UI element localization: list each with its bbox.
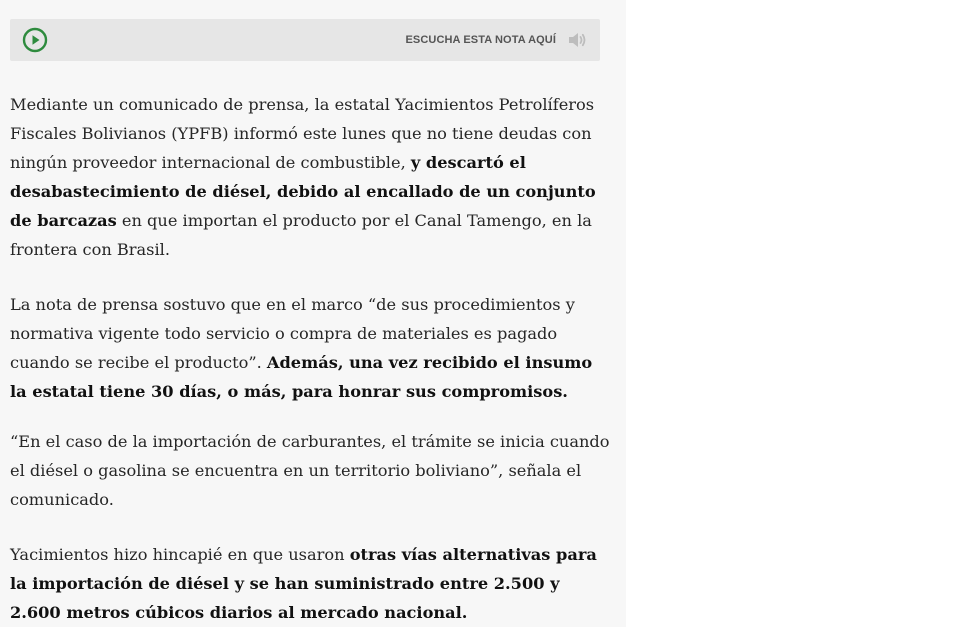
article-paragraph xyxy=(10,90,610,264)
text-run: Yacimientos hizo hincapié en que usaron xyxy=(10,545,350,564)
article-paragraph xyxy=(10,540,610,627)
listen-label[interactable]: ESCUCHA ESTA NOTA AQUÍ xyxy=(405,34,556,46)
article-paragraph xyxy=(10,290,610,406)
text-run: Mediante un comunicado de prensa, la estatal Yacimientos Petrolíferos Fiscales Bolivianos (YPFB) informó este lunes que no tiene deudas con ningún proveedor internacional de combustible, xyxy=(10,95,595,172)
play-circle-icon[interactable] xyxy=(22,27,48,53)
article-paragraph xyxy=(10,427,610,514)
bold-text-run: Además, una vez recibido el insumo la estatal tiene 30 días, o más, para honrar sus compromisos. xyxy=(10,353,593,401)
text-run: “En el caso de la importación de carburantes, el trámite se inicia cuando el diésel o gasolina se encuentra en un territorio boliviano”, señala el comunicado. xyxy=(10,432,610,509)
text-run: en que importan el producto por el Canal Tamengo, en la frontera con Brasil. xyxy=(10,211,592,259)
article-body xyxy=(10,90,610,627)
text-run: La nota de prensa sostuvo que en el marco “de sus procedimientos y normativa vigente todo servicio o compra de materiales es pagado cuando se recibe el producto”. xyxy=(10,295,575,372)
speaker-icon[interactable] xyxy=(566,29,588,51)
right-sidebar xyxy=(626,0,968,627)
audio-player-bar xyxy=(10,19,600,61)
bold-text-run: otras vías alternativas para la importación de diésel y se han suministrado entre 2.500 y 2.600 metros cúbicos diarios al mercado nacional. xyxy=(10,545,597,622)
bold-text-run: y descartó el desabastecimiento de diésel, debido al encallado de un conjunto de barcazas xyxy=(10,153,596,230)
